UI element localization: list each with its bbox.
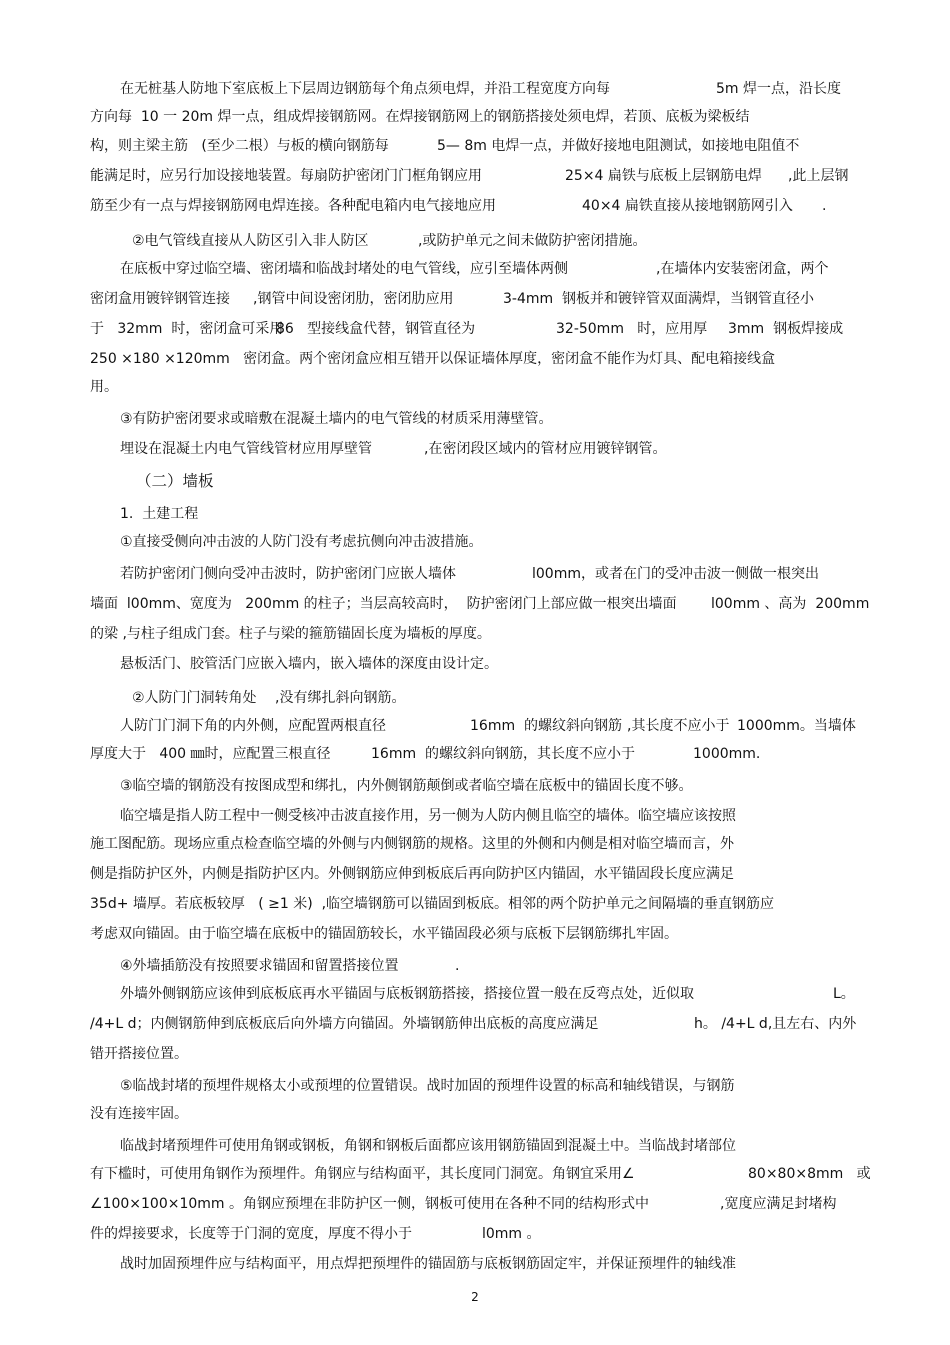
- text-line: [0, 650, 950, 678]
- text-segment: .: [822, 198, 827, 214]
- text-line: [0, 1132, 950, 1160]
- text-segment: 1. 土建工程: [120, 506, 199, 522]
- text-line: [0, 192, 950, 220]
- text-segment: /4+L d；内侧钢筋伸到底板底后向外墙方向锚固。外墙钢筋伸出底板的高度应满足: [90, 1016, 599, 1032]
- text-line: [0, 890, 950, 918]
- text-line: [0, 285, 950, 313]
- text-segment: 5— 8m 电焊一点，并做好接地电阻测试，如接地电阻值不: [437, 138, 800, 154]
- text-segment: 35d+ 墙厚。若底板较厚 ( ≥1 米) ,临空墙钢筋可以锚固到板底。相邻的两个防护单元之间隔墙的垂直钢筋应: [90, 896, 775, 912]
- text-segment: ,没有绑扎斜向钢筋。: [275, 690, 406, 706]
- text-line: [0, 620, 950, 648]
- text-segment: ②电气管线直接从人防区引入非人防区: [132, 233, 369, 249]
- text-line: [0, 373, 950, 401]
- text-segment: h。 /4+L d,且左右、内外: [694, 1016, 857, 1032]
- text-segment: 5m 焊一点，沿长度: [716, 81, 841, 97]
- text-segment: l00mm 、高为 200mm: [711, 596, 870, 612]
- text-segment: 外墙外侧钢筋应该伸到底板底再水平锚固与底板钢筋搭接，搭接位置一般在反弯点处，近似取: [120, 986, 694, 1002]
- text-segment: 错开搭接位置。: [90, 1046, 188, 1062]
- text-line: [0, 590, 950, 618]
- page-number: 2: [471, 1290, 479, 1304]
- text-segment: 在底板中穿过临空墙、密闭墙和临战封堵处的电气管线，应引至墙体两侧: [120, 261, 568, 277]
- text-segment: 25×4 扁铁与底板上层钢筋电焊: [565, 168, 762, 184]
- text-segment: 1000mm。当墙体: [737, 718, 856, 734]
- text-line: [0, 132, 950, 160]
- text-segment: 埋设在混凝土内电气管线管材应用厚壁管: [120, 441, 372, 457]
- text-line: [0, 528, 950, 556]
- text-segment: ,此上层钢: [788, 168, 849, 184]
- text-segment: ,在墙体内安装密闭盒，两个: [656, 261, 829, 277]
- text-line: [0, 345, 950, 373]
- text-segment: 能满足时，应另行加设接地装置。每扇防护密闭门门框角钢应用: [90, 168, 482, 184]
- text-segment: ,其长度不应小于: [627, 718, 730, 734]
- text-segment: ③有防护密闭要求或暗敷在混凝土墙内的电气管线的材质采用薄壁管。: [120, 411, 553, 427]
- section-heading: [0, 467, 950, 495]
- text-segment: 3-4mm 钢板并和镀锌管双面满焊，当钢管直径小: [503, 291, 815, 307]
- text-line: [0, 1190, 950, 1218]
- text-segment: 的梁 ,与柱子组成门套。柱子与梁的箍筋锚固长度为墙板的厚度。: [90, 626, 491, 642]
- text-segment: 墙面 l00mm、宽度为 200mm 的柱子；当层高较高时， 防护密闭门上部应做一根突出墙面: [90, 596, 677, 612]
- text-line: [0, 740, 950, 768]
- text-segment: 悬板活门、胶管活门应嵌入墙内，嵌入墙体的深度由设计定。: [120, 656, 498, 672]
- text-line: [0, 435, 950, 463]
- text-line: [0, 227, 950, 255]
- text-segment: 人防门门洞下角的内外侧，应配置两根直径: [120, 718, 386, 734]
- text-segment: 用。: [90, 379, 118, 395]
- text-line: [0, 315, 950, 343]
- text-segment: 16mm 的螺纹斜向钢筋，其长度不应小于: [371, 746, 635, 762]
- text-segment: L。: [833, 986, 855, 1002]
- text-line: [0, 1010, 950, 1038]
- text-segment: ,钢管中间设密闭肋，密闭肋应用: [253, 291, 454, 307]
- text-segment: ,在密闭段区域内的管材应用镀锌钢管。: [424, 441, 667, 457]
- text-segment: ②人防门门洞转角处: [132, 690, 257, 706]
- text-line: [0, 560, 950, 588]
- text-segment: 在无桩基人防地下室底板上下层周边钢筋每个角点须电焊，并沿工程宽度方向每: [120, 81, 610, 97]
- text-segment: 于 32mm 时，密闭盒可采用: [90, 321, 284, 337]
- text-line: [0, 1220, 950, 1248]
- text-line: [0, 802, 950, 830]
- text-line: [0, 1072, 950, 1100]
- text-segment: l0mm 。: [482, 1226, 541, 1242]
- text-segment: ③临空墙的钢筋没有按图成型和绑扎，内外侧钢筋颠倒或者临空墙在底板中的锚固长度不够。: [120, 778, 693, 794]
- text-segment: 施工图配筋。现场应重点检查临空墙的外侧与内侧钢筋的规格。这里的外侧和内侧是相对临空墙而言，外: [90, 836, 734, 852]
- text-segment: 16mm 的螺纹斜向钢筋: [470, 718, 622, 734]
- text-line: [0, 1100, 950, 1128]
- text-segment: ④外墙插筋没有按照要求锚固和留置搭接位置: [120, 958, 399, 974]
- text-segment: （二）墙板: [136, 472, 214, 490]
- text-segment: 战时加固预埋件应与结构面平，用点焊把预埋件的锚固筋与底板钢筋固定牢，并保证预埋件的轴线准: [120, 1256, 736, 1272]
- text-segment: 构，则主梁主筋 (至少二根）与板的横向钢筋每: [90, 138, 389, 154]
- text-line: [0, 830, 950, 858]
- text-segment: 若防护密闭门侧向受冲击波时，防护密闭门应嵌人墙体: [120, 566, 456, 582]
- text-line: [0, 980, 950, 1008]
- text-segment: 250 ×180 ×120mm 密闭盒。两个密闭盒应相互错开以保证墙体厚度，密闭盒不能作为灯具、配电箱接线盒: [90, 351, 776, 367]
- text-segment: .: [455, 958, 460, 974]
- text-segment: 有下槛时，可使用角钢作为预埋件。角钢应与结构面平，其长度同门洞宽。角钢宜采用∠: [90, 1166, 635, 1182]
- text-line: [0, 1040, 950, 1068]
- text-line: [0, 103, 950, 131]
- text-segment: ⑤临战封堵的预埋件规格太小或预埋的位置错误。战时加固的预埋件设置的标高和轴线错误，与钢筋: [120, 1078, 735, 1094]
- text-segment: ,宽度应满足封堵构: [720, 1196, 837, 1212]
- text-line: [0, 712, 950, 740]
- text-segment: 1000mm.: [693, 746, 761, 762]
- text-line: [0, 500, 950, 528]
- text-segment: ①直接受侧向冲击波的人防门没有考虑抗侧向冲击波措施。: [120, 534, 483, 550]
- text-segment: ∠100×100×10mm 。角钢应预埋在非防护区一侧，钢板可使用在各种不同的结构形式中: [90, 1196, 649, 1212]
- text-line: [0, 860, 950, 888]
- text-segment: ,或防护单元之间未做防护密闭措施。: [418, 233, 647, 249]
- text-segment: 32-50mm 时，应用厚: [556, 321, 708, 337]
- text-segment: 考虑双向锚固。由于临空墙在底板中的锚固筋较长，水平锚固段必须与底板下层钢筋绑扎牢固。: [90, 926, 678, 942]
- text-line: [0, 952, 950, 980]
- text-line: [0, 1160, 950, 1188]
- text-segment: 86 型接线盒代替，钢管直径为: [276, 321, 476, 337]
- text-segment: 临战封堵预埋件可使用角钢或钢板，角钢和钢板后面都应该用钢筋锚固到混凝土中。当临战封堵部位: [120, 1138, 736, 1154]
- text-line: [0, 1250, 950, 1278]
- text-segment: 临空墙是指人防工程中一侧受核冲击波直接作用，另一侧为人防内侧且临空的墙体。临空墙应该按照: [120, 808, 736, 824]
- text-line: [0, 75, 950, 103]
- text-segment: 3mm 钢板焊接成: [728, 321, 844, 337]
- text-line: [0, 772, 950, 800]
- text-segment: l00mm，或者在门的受冲击波一侧做一根突出: [532, 566, 819, 582]
- text-segment: 40×4 扁铁直接从接地钢筋网引入: [582, 198, 793, 214]
- text-line: [0, 162, 950, 190]
- text-segment: 方向每 10 一 20m 焊一点，组成焊接钢筋网。在焊接钢筋网上的钢筋搭接处须电焊，若顶、底板为梁板结: [90, 109, 750, 125]
- text-segment: 厚度大于 400 ㎜时，应配置三根直径: [90, 746, 331, 762]
- text-segment: 密闭盒用镀锌钢管连接: [90, 291, 230, 307]
- text-segment: 没有连接牢固。: [90, 1106, 188, 1122]
- text-line: [0, 255, 950, 283]
- text-line: [0, 920, 950, 948]
- text-line: [0, 405, 950, 433]
- text-segment: 筋至少有一点与焊接钢筋网电焊连接。各种配电箱内电气接地应用: [90, 198, 496, 214]
- text-segment: 侧是指防护区外，内侧是指防护区内。外侧钢筋应伸到板底后再向防护区内锚固，水平锚固段长度应满足: [90, 866, 734, 882]
- text-line: [0, 684, 950, 712]
- text-segment: 件的焊接要求，长度等于门洞的宽度，厚度不得小于: [90, 1226, 412, 1242]
- text-segment: 80×80×8mm 或: [748, 1166, 871, 1182]
